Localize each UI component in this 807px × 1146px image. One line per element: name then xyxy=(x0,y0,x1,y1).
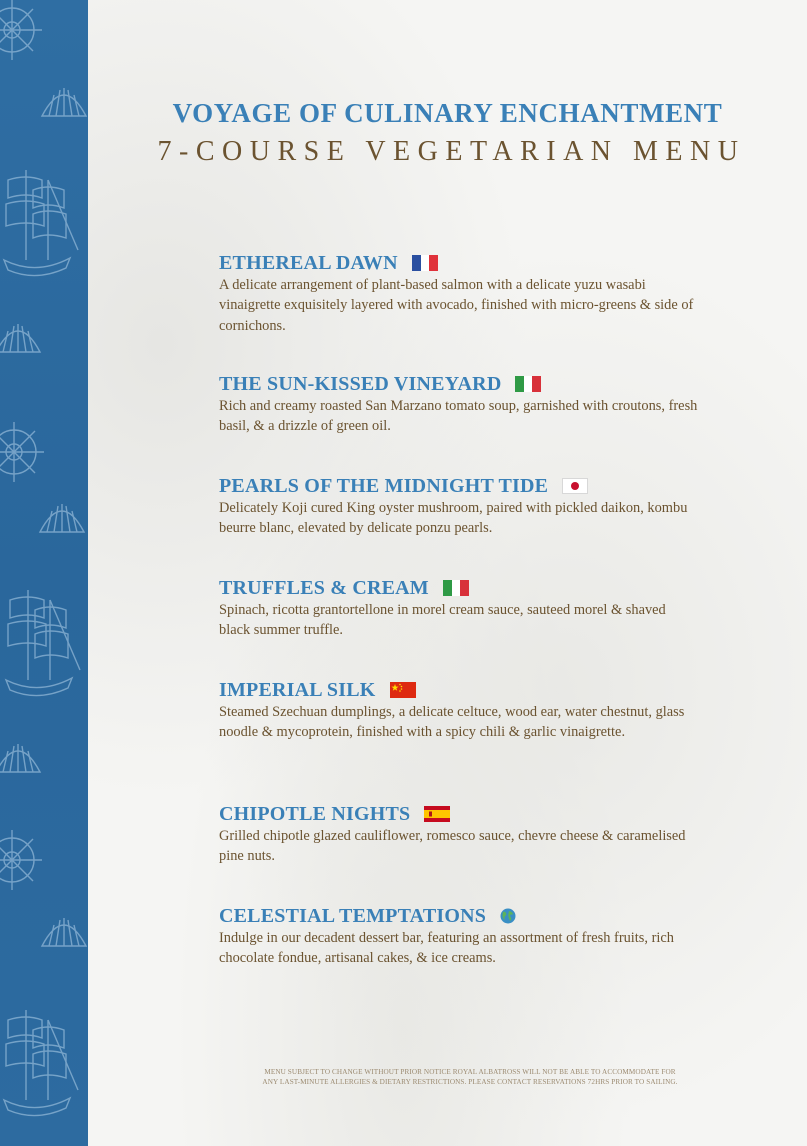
course-description: Spinach, ricotta grantortellone in morel cream sauce, sauteed morel & shaved black summer truffle. xyxy=(219,602,666,639)
course-name: TRUFFLES & CREAM xyxy=(219,576,429,599)
course-description: Delicately Koji cured King oyster mushroom, paired with pickled daikon, kombu beurre blanc, elevated by delicate ponzu pearls. xyxy=(219,500,688,537)
seashell-icon xyxy=(42,88,86,116)
ship-wheel-icon xyxy=(0,830,42,890)
sailing-ship-icon xyxy=(4,1010,78,1116)
course-item xyxy=(219,802,699,867)
ship-wheel-icon xyxy=(0,422,44,482)
course-name: ETHEREAL DAWN xyxy=(219,251,398,274)
seashell-icon xyxy=(0,324,40,352)
seashell-icon xyxy=(42,918,86,946)
disclaimer-line: MENU SUBJECT TO CHANGE WITHOUT PRIOR NOTICE ROYAL ALBATROSS WILL NOT BE ABLE TO ACCOMMODATE FOR xyxy=(264,1068,676,1076)
seashell-icon xyxy=(0,744,40,772)
france-flag-icon xyxy=(412,255,438,271)
course-item xyxy=(219,251,699,336)
seashell-icon xyxy=(40,504,84,532)
sailing-ship-icon xyxy=(4,170,78,276)
course-item xyxy=(219,372,699,437)
course-name: CELESTIAL TEMPTATIONS xyxy=(219,904,487,927)
nautical-pattern xyxy=(0,0,88,1146)
course-description: Steamed Szechuan dumplings, a delicate celtuce, wood ear, water chestnut, glass noodle & mycoprotein, finished with a spicy chili & garlic vinaigrette. xyxy=(219,704,685,741)
ship-wheel-icon xyxy=(0,0,42,60)
menu-subtitle: 7-COURSE VEGETARIAN MENU xyxy=(157,136,746,167)
course-description: A delicate arrangement of plant-based salmon with a delicate yuzu wasabi vinaigrette exquisitely layered with avocado, finished with micro-greens & side of cornichons. xyxy=(219,277,694,334)
course-item xyxy=(219,576,699,641)
course-description: Grilled chipotle glazed cauliflower, romesco sauce, chevre cheese & caramelised pine nuts. xyxy=(219,828,686,865)
course-name: PEARLS OF THE MIDNIGHT TIDE xyxy=(219,474,549,497)
course-item xyxy=(219,678,699,743)
china-flag-icon xyxy=(390,682,416,698)
italy-flag-icon xyxy=(515,376,541,392)
course-description: Indulge in our decadent dessert bar, featuring an assortment of fresh fruits, rich chocolate fondue, artisanal cakes, & ice creams. xyxy=(219,930,674,967)
course-name: CHIPOTLE NIGHTS xyxy=(219,802,411,825)
course-item xyxy=(219,474,699,539)
footer-disclaimer xyxy=(200,1068,740,1087)
sailing-ship-icon xyxy=(6,590,80,696)
nautical-side-strip xyxy=(0,0,88,1146)
course-name: IMPERIAL SILK xyxy=(219,678,376,701)
italy-flag-icon xyxy=(443,580,469,596)
course-name: THE SUN-KISSED VINEYARD xyxy=(219,372,502,395)
disclaimer-line: ANY LAST-MINUTE ALLERGIES & DIETARY RESTRICTIONS. PLEASE CONTACT RESERVATIONS 72HRS PRIOR TO SAILING. xyxy=(262,1077,678,1086)
japan-flag-icon xyxy=(562,478,588,494)
course-description: Rich and creamy roasted San Marzano tomato soup, garnished with croutons, fresh basil, & a drizzle of green oil. xyxy=(219,398,698,435)
globe-icon xyxy=(500,908,516,924)
spain-flag-icon xyxy=(424,806,450,822)
menu-title: VOYAGE OF CULINARY ENCHANTMENT xyxy=(172,98,723,128)
course-item xyxy=(219,904,699,969)
